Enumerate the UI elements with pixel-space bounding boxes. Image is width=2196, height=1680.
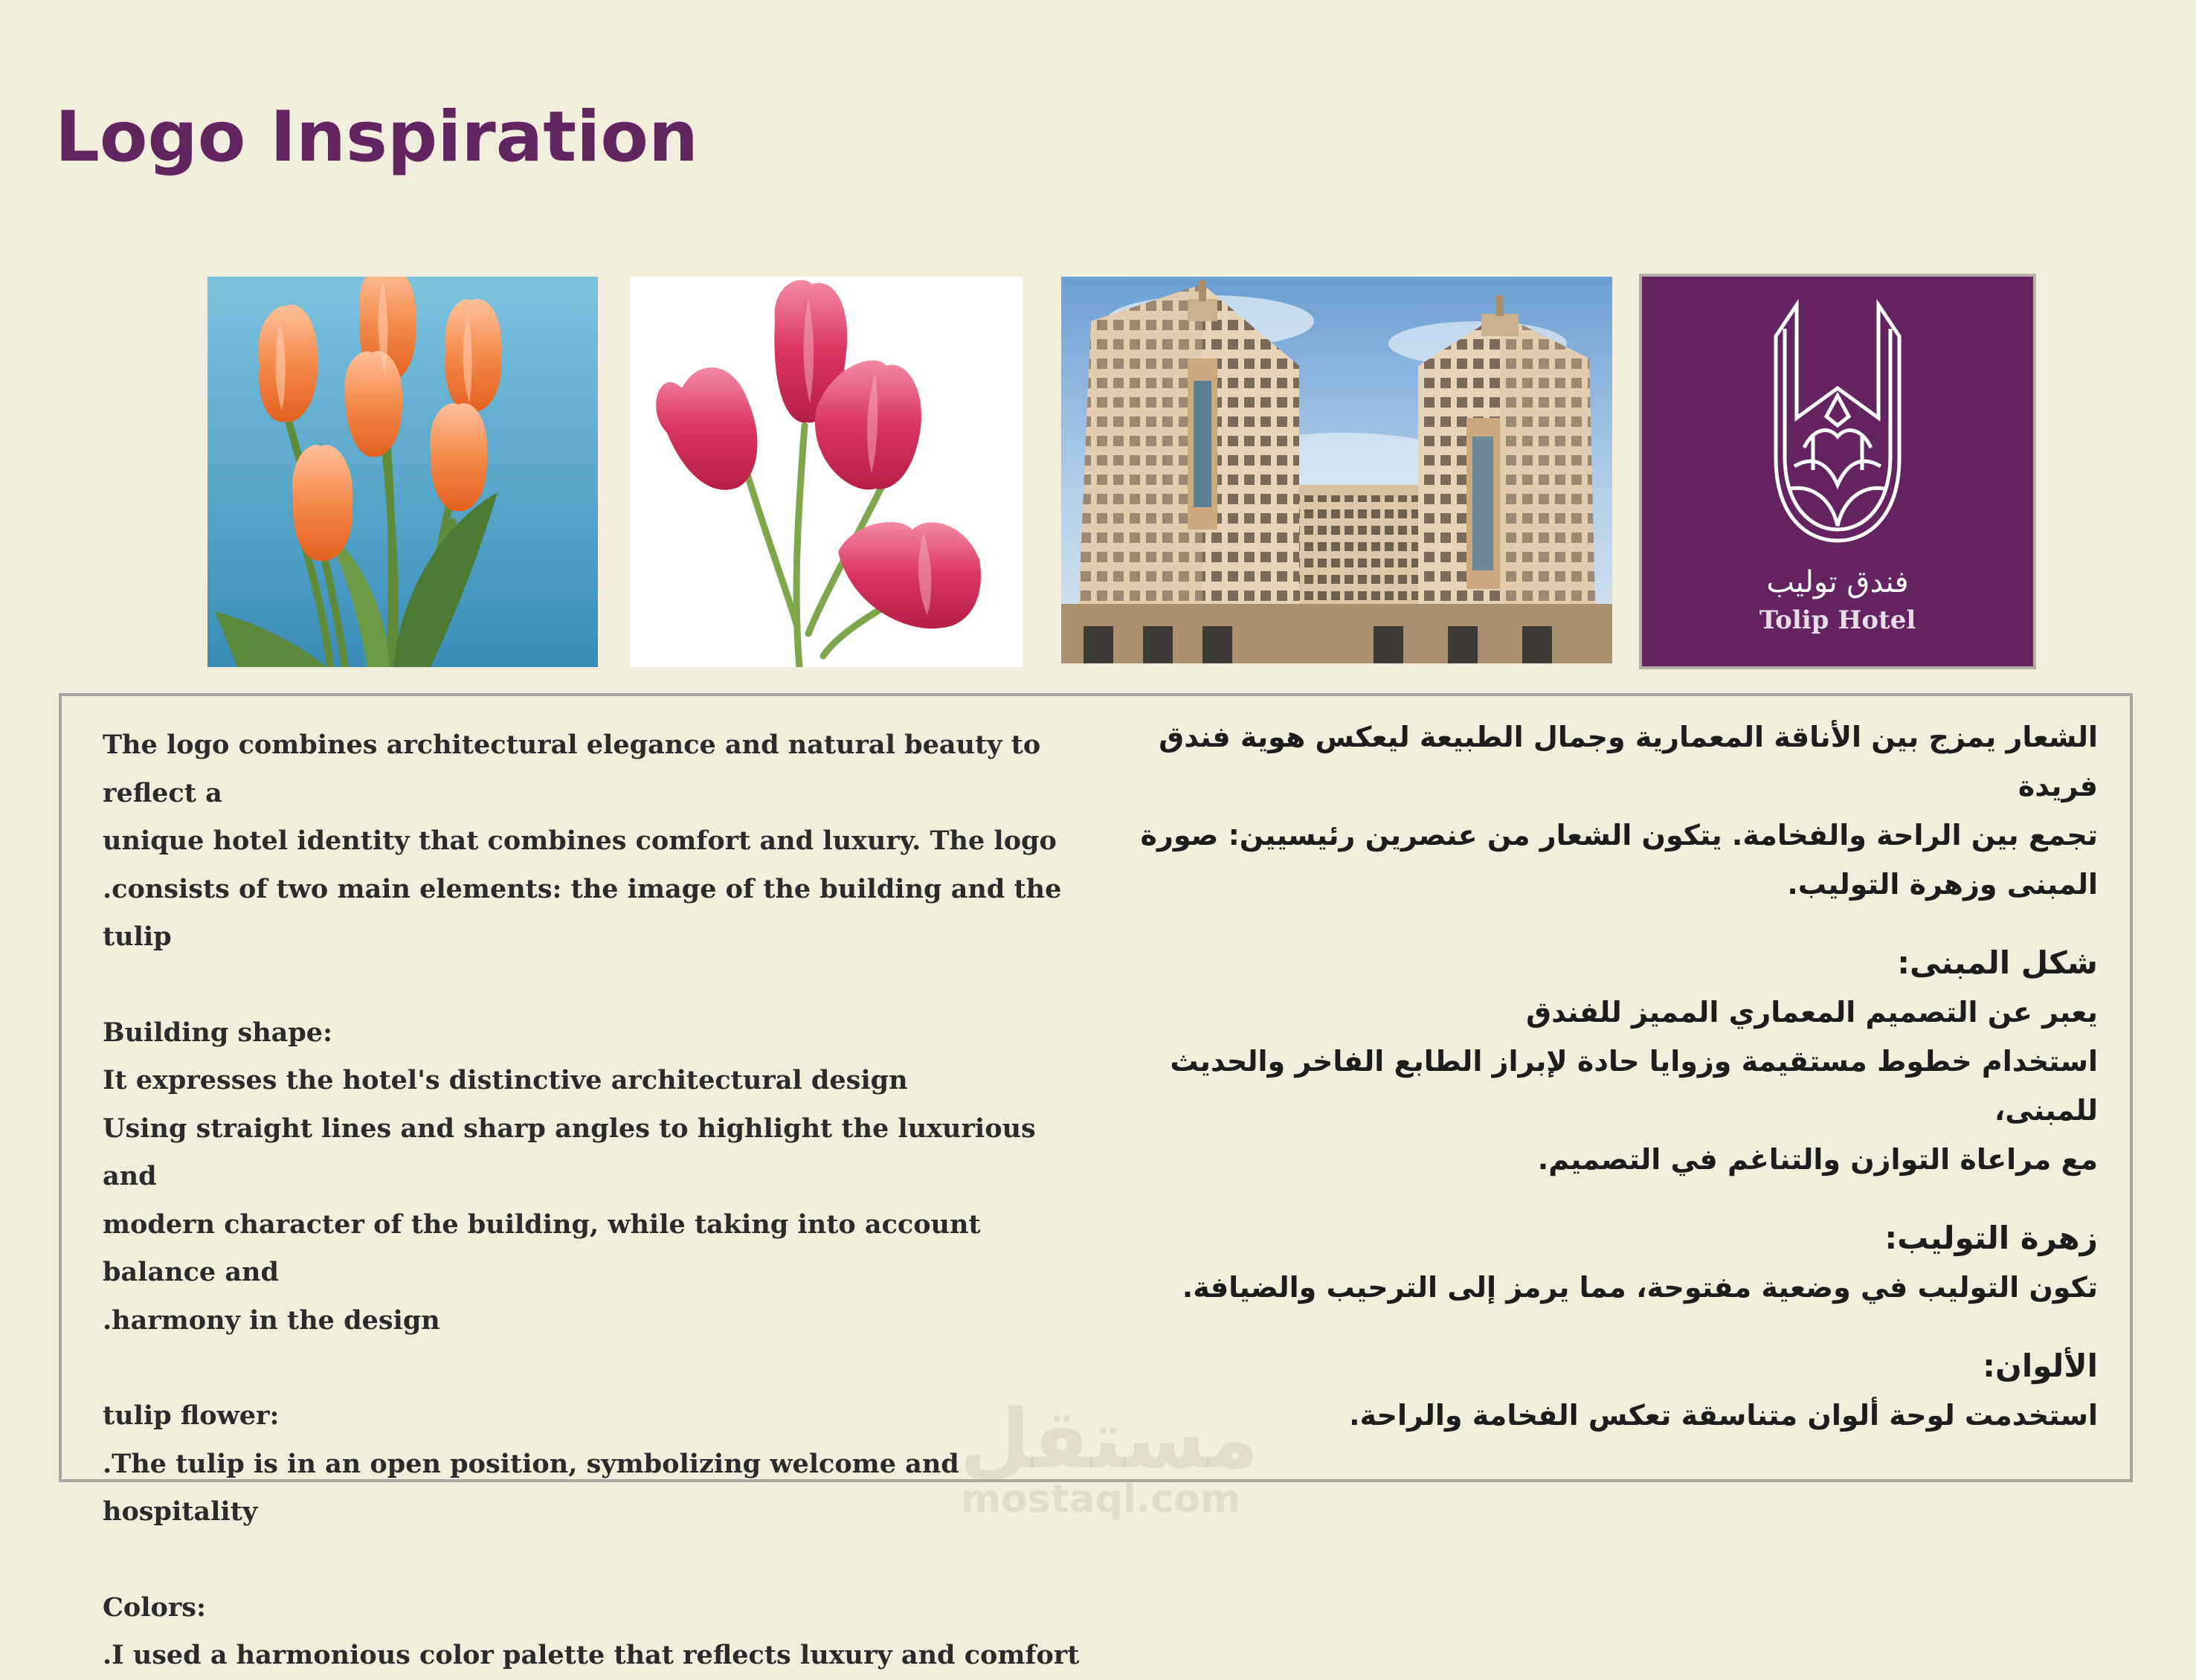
english-building-line: .harmony in the design xyxy=(103,1304,440,1336)
arabic-building-line: مع مراعاة التوازن والتناغم في التصميم. xyxy=(1537,1143,2098,1176)
pink-tulips-photo xyxy=(630,277,1023,667)
logo-latin-name: Tolip Hotel xyxy=(1759,605,1916,635)
english-colors-line: .I used a harmonious color palette that reflects luxury and comfort xyxy=(103,1640,1080,1670)
logo-arabic-name: فندق توليب xyxy=(1766,565,1909,599)
english-description xyxy=(103,721,1092,1680)
tolip-hotel-logo xyxy=(1642,277,2033,666)
arabic-colors-line: استخدمت لوحة ألوان متناسقة تعكس الفخامة والراحة. xyxy=(1349,1399,2098,1432)
arabic-building-line: يعبر عن التصميم المعماري المميز للفندق xyxy=(1526,996,2098,1029)
english-building-heading: Building shape: xyxy=(103,1017,332,1048)
arabic-building-line: استخدام خطوط مستقيمة وزوايا حادة لإبراز الطابع الفاخر والحديث للمبنى، xyxy=(1170,1045,2098,1127)
english-building-line: modern character of the building, while taking into account balance and xyxy=(103,1208,981,1287)
orange-tulips-photo xyxy=(207,277,598,667)
page-title: Logo Inspiration xyxy=(55,97,698,178)
arabic-description xyxy=(1109,712,2098,1440)
arabic-tulip-heading: زهرة التوليب: xyxy=(1884,1220,2098,1256)
hotel-building-photo xyxy=(1061,277,1612,663)
english-building-line: Using straight lines and sharp angles to highlight the luxurious and xyxy=(103,1113,1036,1191)
english-intro-line: The logo combines architectural elegance and natural beauty to reflect a xyxy=(103,730,1041,808)
english-intro-line: unique hotel identity that combines comfort and luxury. The logo xyxy=(103,825,1057,856)
watermark-arabic: مستقل xyxy=(959,1391,1259,1487)
english-intro-line: .consists of two main elements: the image of the building and the tulip xyxy=(103,873,1062,952)
english-tulip-heading: tulip flower: xyxy=(103,1400,280,1431)
arabic-tulip-line: تكون التوليب في وضعية مفتوحة، مما يرمز إلى الترحيب والضيافة. xyxy=(1182,1271,2098,1304)
watermark xyxy=(959,1391,1259,1522)
arabic-colors-heading: الألوان: xyxy=(1983,1348,2098,1384)
english-tulip-line: .The tulip is in an open position, symbolizing welcome and hospitality xyxy=(103,1448,959,1527)
arabic-building-heading: شكل المبنى: xyxy=(1897,944,2098,981)
watermark-latin: mostaql.com xyxy=(960,1477,1241,1522)
arabic-intro-line: المبنى وزهرة التوليب. xyxy=(1787,868,2098,901)
arabic-intro-line: تجمع بين الراحة والفخامة. يتكون الشعار من عنصرين رئيسيين: صورة xyxy=(1140,819,2098,852)
english-building-line: It expresses the hotel's distinctive architectural design xyxy=(103,1065,908,1095)
english-colors-heading: Colors: xyxy=(103,1592,206,1623)
arabic-intro-line: الشعار يمزج بين الأناقة المعمارية وجمال الطبيعة ليعكس هوية فندق فريدة xyxy=(1159,721,2098,802)
